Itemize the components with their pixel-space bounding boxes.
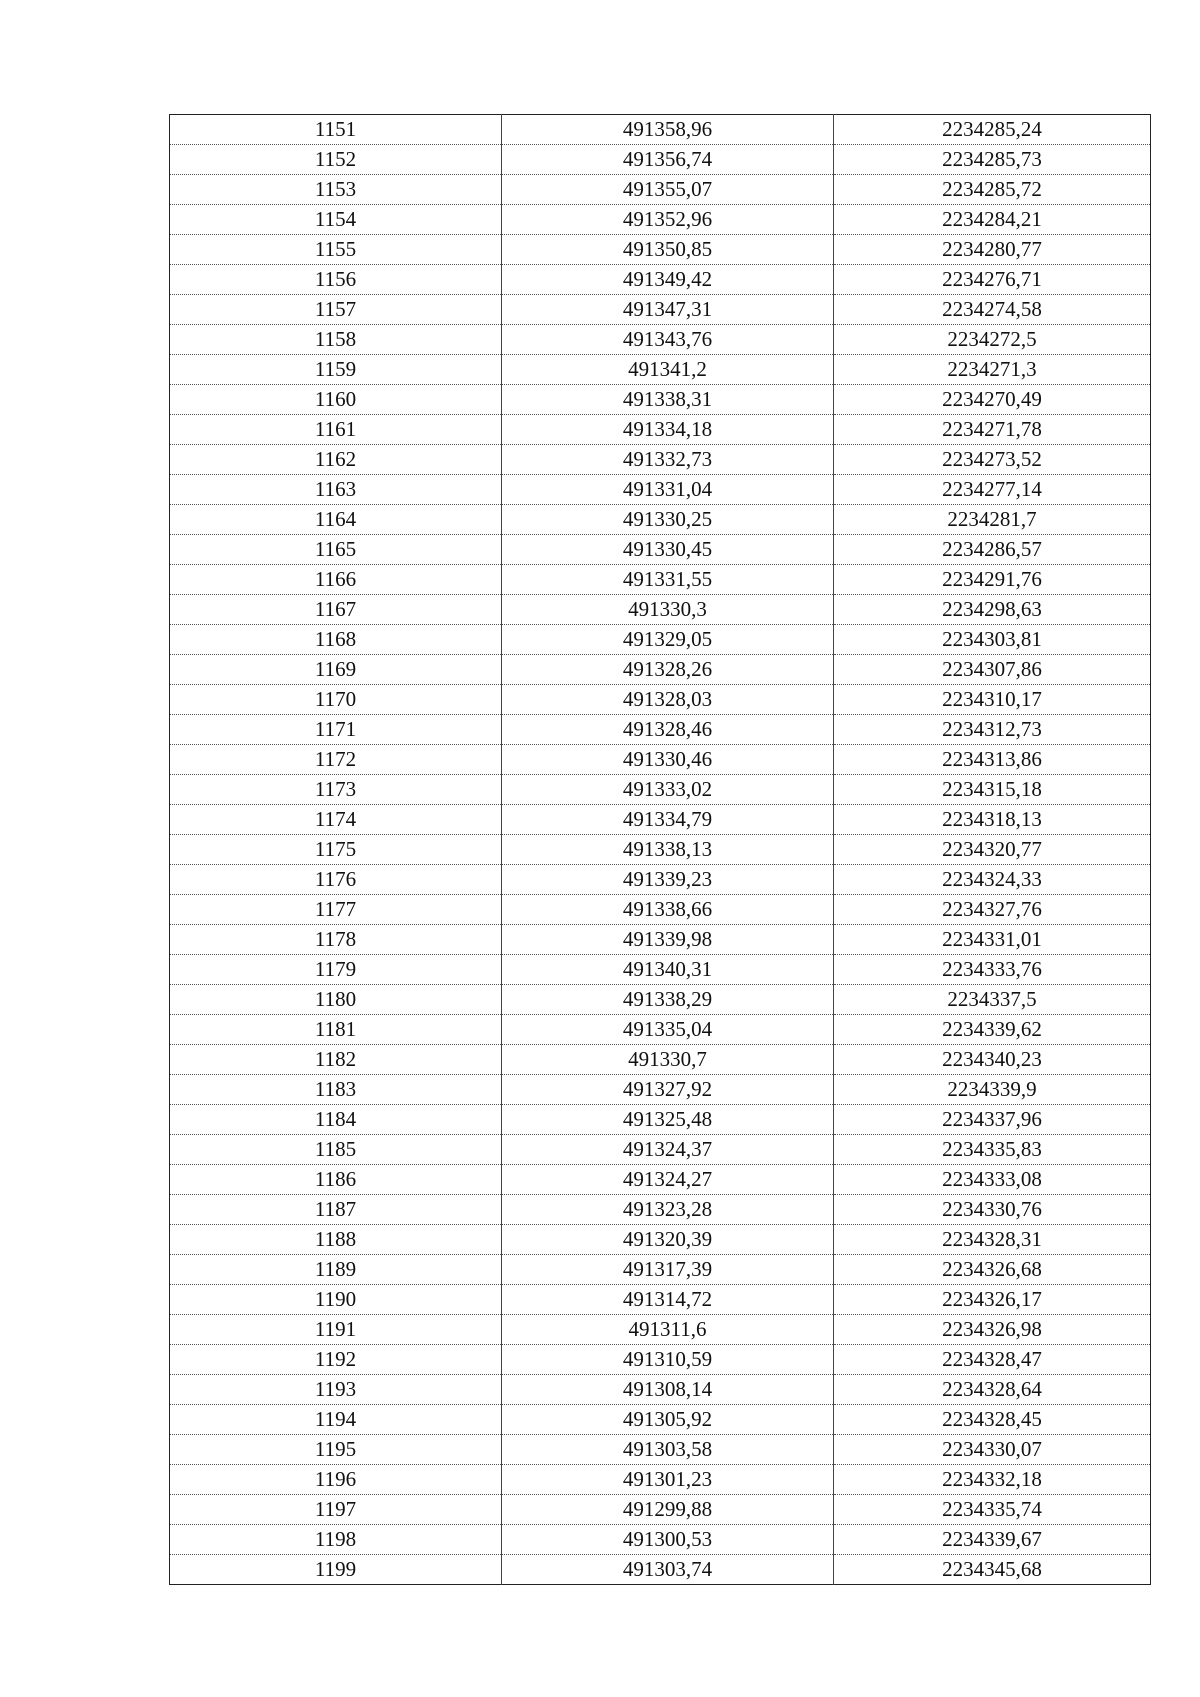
- x-coordinate-cell: 491331,04: [502, 475, 834, 505]
- y-coordinate-cell: 2234337,5: [834, 985, 1151, 1015]
- x-coordinate-cell: 491324,27: [502, 1165, 834, 1195]
- table-row: [170, 715, 1151, 745]
- point-number-cell: 1183: [170, 1075, 502, 1105]
- y-coordinate-cell: 2234328,45: [834, 1405, 1151, 1435]
- table-row: [170, 265, 1151, 295]
- table-row: [170, 595, 1151, 625]
- x-coordinate-cell: 491330,46: [502, 745, 834, 775]
- y-coordinate-cell: 2234339,62: [834, 1015, 1151, 1045]
- table-row: [170, 415, 1151, 445]
- point-number-cell: 1191: [170, 1315, 502, 1345]
- x-coordinate-cell: 491299,88: [502, 1495, 834, 1525]
- y-coordinate-cell: 2234335,83: [834, 1135, 1151, 1165]
- x-coordinate-cell: 491328,26: [502, 655, 834, 685]
- x-coordinate-cell: 491338,13: [502, 835, 834, 865]
- table-row: [170, 355, 1151, 385]
- table-row: [170, 1075, 1151, 1105]
- y-coordinate-cell: 2234284,21: [834, 205, 1151, 235]
- coordinates-table: [169, 114, 1151, 1585]
- table-row: [170, 895, 1151, 925]
- point-number-cell: 1156: [170, 265, 502, 295]
- y-coordinate-cell: 2234327,76: [834, 895, 1151, 925]
- y-coordinate-cell: 2234285,73: [834, 145, 1151, 175]
- x-coordinate-cell: 491329,05: [502, 625, 834, 655]
- y-coordinate-cell: 2234333,76: [834, 955, 1151, 985]
- table-row: [170, 955, 1151, 985]
- x-coordinate-cell: 491358,96: [502, 115, 834, 145]
- table-row: [170, 1255, 1151, 1285]
- point-number-cell: 1172: [170, 745, 502, 775]
- point-number-cell: 1159: [170, 355, 502, 385]
- y-coordinate-cell: 2234285,24: [834, 115, 1151, 145]
- x-coordinate-cell: 491323,28: [502, 1195, 834, 1225]
- point-number-cell: 1153: [170, 175, 502, 205]
- point-number-cell: 1168: [170, 625, 502, 655]
- y-coordinate-cell: 2234280,77: [834, 235, 1151, 265]
- y-coordinate-cell: 2234332,18: [834, 1465, 1151, 1495]
- table-row: [170, 1225, 1151, 1255]
- table-row: [170, 805, 1151, 835]
- y-coordinate-cell: 2234274,58: [834, 295, 1151, 325]
- y-coordinate-cell: 2234286,57: [834, 535, 1151, 565]
- point-number-cell: 1185: [170, 1135, 502, 1165]
- point-number-cell: 1199: [314, 1557, 357, 1581]
- point-number-cell: 1175: [170, 835, 502, 865]
- x-coordinate-cell: 491327,92: [502, 1075, 834, 1105]
- point-number-cell: 1154: [170, 205, 502, 235]
- point-number-cell: 1165: [170, 535, 502, 565]
- y-coordinate-cell: 2234339,9: [834, 1075, 1151, 1105]
- point-number-cell: 1163: [170, 475, 502, 505]
- x-coordinate-cell: 491305,92: [502, 1405, 834, 1435]
- y-coordinate-cell: 2234271,3: [834, 355, 1151, 385]
- y-coordinate-cell: 2234340,23: [834, 1045, 1151, 1075]
- point-number-cell: 1196: [170, 1465, 502, 1495]
- x-coordinate-cell: 491347,31: [502, 295, 834, 325]
- y-coordinate-cell: 2234345,68: [834, 1555, 1151, 1585]
- point-number-cell: 1169: [170, 655, 502, 685]
- y-coordinate-cell: 2234335,74: [834, 1495, 1151, 1525]
- x-coordinate-cell: 491343,76: [502, 325, 834, 355]
- y-coordinate-cell: 2234318,13: [834, 805, 1151, 835]
- x-coordinate-cell: 491314,72: [502, 1285, 834, 1315]
- y-coordinate-cell: 2234326,68: [834, 1255, 1151, 1285]
- y-coordinate-cell: 2234313,86: [834, 745, 1151, 775]
- x-coordinate-cell: 491303,58: [502, 1435, 834, 1465]
- y-coordinate-cell: 2234328,47: [834, 1345, 1151, 1375]
- point-number-cell: 1197: [170, 1495, 502, 1525]
- y-coordinate-cell: 2234281,7: [834, 505, 1151, 535]
- x-coordinate-cell: 491320,39: [502, 1225, 834, 1255]
- point-number-cell: 1198: [170, 1525, 502, 1555]
- table-row: [170, 985, 1151, 1015]
- x-coordinate-cell: 491335,04: [502, 1015, 834, 1045]
- point-number-cell: 1193: [170, 1375, 502, 1405]
- y-coordinate-cell: 2234320,77: [834, 835, 1151, 865]
- point-number-cell: 1179: [170, 955, 502, 985]
- table-row: [170, 775, 1151, 805]
- table-row: [170, 625, 1151, 655]
- x-coordinate-cell: 491339,23: [502, 865, 834, 895]
- x-coordinate-cell: 491338,29: [502, 985, 834, 1015]
- point-number-cell: 1174: [170, 805, 502, 835]
- x-coordinate-cell: 491328,46: [502, 715, 834, 745]
- table-row: [170, 1525, 1151, 1555]
- table-row: [170, 1135, 1151, 1165]
- point-number-cell: 1170: [170, 685, 502, 715]
- y-coordinate-cell: 2234303,81: [834, 625, 1151, 655]
- point-number-cell: 1188: [170, 1225, 502, 1255]
- point-number-cell: 1181: [170, 1015, 502, 1045]
- x-coordinate-cell: 491350,85: [502, 235, 834, 265]
- x-coordinate-cell: 491328,03: [502, 685, 834, 715]
- table-row: [170, 205, 1151, 235]
- point-number-cell: 1192: [170, 1345, 502, 1375]
- y-coordinate-cell: 2234339,67: [834, 1525, 1151, 1555]
- table-row: [170, 1435, 1151, 1465]
- y-coordinate-cell: 2234328,64: [834, 1375, 1151, 1405]
- table-row: [170, 1015, 1151, 1045]
- table-row: [170, 115, 1151, 145]
- point-number-cell: 1162: [170, 445, 502, 475]
- point-number-cell: 1190: [170, 1285, 502, 1315]
- x-coordinate-cell: 491324,37: [502, 1135, 834, 1165]
- table-row: [170, 1465, 1151, 1495]
- x-coordinate-cell: 491303,74: [502, 1555, 834, 1585]
- x-coordinate-cell: 491339,98: [502, 925, 834, 955]
- x-coordinate-cell: 491338,31: [502, 385, 834, 415]
- table-row: [170, 1285, 1151, 1315]
- y-coordinate-cell: 2234272,5: [834, 325, 1151, 355]
- y-coordinate-cell: 2234315,18: [834, 775, 1151, 805]
- x-coordinate-cell: 491333,02: [502, 775, 834, 805]
- point-number-cell: 1171: [170, 715, 502, 745]
- y-coordinate-cell: 2234273,52: [834, 445, 1151, 475]
- x-coordinate-cell: 491330,45: [502, 535, 834, 565]
- point-number-cell: 1194: [170, 1405, 502, 1435]
- y-coordinate-cell: 2234326,17: [834, 1285, 1151, 1315]
- table-row: [170, 175, 1151, 205]
- table-row: [170, 445, 1151, 475]
- x-coordinate-cell: 491352,96: [502, 205, 834, 235]
- table-row: [170, 745, 1151, 775]
- point-number-cell: 1158: [170, 325, 502, 355]
- table-row: [170, 1375, 1151, 1405]
- table-row: [170, 235, 1151, 265]
- x-coordinate-cell: 491330,7: [502, 1045, 834, 1075]
- y-coordinate-cell: 2234324,33: [834, 865, 1151, 895]
- x-coordinate-cell: 491300,53: [502, 1525, 834, 1555]
- table-row: [170, 325, 1151, 355]
- coordinates-table-body: [170, 115, 1151, 1585]
- table-row: [170, 1495, 1151, 1525]
- table-row: [170, 385, 1151, 415]
- x-coordinate-cell: 491341,2: [502, 355, 834, 385]
- table-row: [170, 1195, 1151, 1225]
- point-number-cell: 1160: [170, 385, 502, 415]
- x-coordinate-cell: 491311,6: [502, 1315, 834, 1345]
- point-number-cell: 1157: [170, 295, 502, 325]
- y-coordinate-cell: 2234337,96: [834, 1105, 1151, 1135]
- y-coordinate-cell: 2234276,71: [834, 265, 1151, 295]
- table-row: [170, 475, 1151, 505]
- x-coordinate-cell: 491317,39: [502, 1255, 834, 1285]
- point-number-cell: 1152: [170, 145, 502, 175]
- point-number-cell: 1186: [170, 1165, 502, 1195]
- y-coordinate-cell: 2234330,76: [834, 1195, 1151, 1225]
- y-coordinate-cell: 2234307,86: [834, 655, 1151, 685]
- y-coordinate-cell: 2234331,01: [834, 925, 1151, 955]
- point-number-cell: 1178: [170, 925, 502, 955]
- x-coordinate-cell: 491332,73: [502, 445, 834, 475]
- table-row: [170, 685, 1151, 715]
- point-number-cell: 1177: [170, 895, 502, 925]
- table-row: [170, 1105, 1151, 1135]
- x-coordinate-cell: 491355,07: [502, 175, 834, 205]
- y-coordinate-cell: 2234277,14: [834, 475, 1151, 505]
- table-row: [170, 1345, 1151, 1375]
- x-coordinate-cell: 491310,59: [502, 1345, 834, 1375]
- x-coordinate-cell: 491340,31: [502, 955, 834, 985]
- point-number-cell: 1195: [170, 1435, 502, 1465]
- x-coordinate-cell: 491325,48: [502, 1105, 834, 1135]
- y-coordinate-cell: 2234291,76: [834, 565, 1151, 595]
- y-coordinate-cell: 2234271,78: [834, 415, 1151, 445]
- table-row: [170, 925, 1151, 955]
- table-row: [170, 1315, 1151, 1345]
- table-row: [170, 655, 1151, 685]
- y-coordinate-cell: 2234328,31: [834, 1225, 1151, 1255]
- y-coordinate-cell: 2234312,73: [834, 715, 1151, 745]
- point-number-cell: 1164: [170, 505, 502, 535]
- point-number-cell: 1189: [170, 1255, 502, 1285]
- x-coordinate-cell: 491334,18: [502, 415, 834, 445]
- table-row: [170, 1045, 1151, 1075]
- table-row: [170, 505, 1151, 535]
- x-coordinate-cell: 491331,55: [502, 565, 834, 595]
- x-coordinate-cell: 491308,14: [502, 1375, 834, 1405]
- point-number-cell: 1167: [170, 595, 502, 625]
- table-row: [170, 835, 1151, 865]
- table-row: [170, 145, 1151, 175]
- table-row: [170, 295, 1151, 325]
- table-row: [170, 1555, 1151, 1585]
- x-coordinate-cell: 491334,79: [502, 805, 834, 835]
- table-row: [170, 1405, 1151, 1435]
- x-coordinate-cell: 491330,25: [502, 505, 834, 535]
- y-coordinate-cell: 2234285,72: [834, 175, 1151, 205]
- point-number-cell: 1182: [170, 1045, 502, 1075]
- point-number-cell: 1187: [170, 1195, 502, 1225]
- point-number-cell: 1176: [170, 865, 502, 895]
- point-number-cell: 1173: [170, 775, 502, 805]
- x-coordinate-cell: 491301,23: [502, 1465, 834, 1495]
- point-number-cell: 1151: [170, 115, 502, 145]
- point-number-cell: 1161: [170, 415, 502, 445]
- table-row: [170, 535, 1151, 565]
- point-number-cell: 1166: [170, 565, 502, 595]
- point-number-cell: 1180: [170, 985, 502, 1015]
- x-coordinate-cell: 491349,42: [502, 265, 834, 295]
- y-coordinate-cell: 2234270,49: [834, 385, 1151, 415]
- x-coordinate-cell: 491338,66: [502, 895, 834, 925]
- table-row: [170, 565, 1151, 595]
- y-coordinate-cell: 2234326,98: [834, 1315, 1151, 1345]
- y-coordinate-cell: 2234310,17: [834, 685, 1151, 715]
- x-coordinate-cell: 491356,74: [502, 145, 834, 175]
- table-row: [170, 1165, 1151, 1195]
- point-number-cell: 1184: [170, 1105, 502, 1135]
- point-number-cell: 1155: [170, 235, 502, 265]
- y-coordinate-cell: 2234333,08: [834, 1165, 1151, 1195]
- y-coordinate-cell: 2234330,07: [834, 1435, 1151, 1465]
- y-coordinate-cell: 2234298,63: [834, 595, 1151, 625]
- x-coordinate-cell: 491330,3: [502, 595, 834, 625]
- table-row: [170, 865, 1151, 895]
